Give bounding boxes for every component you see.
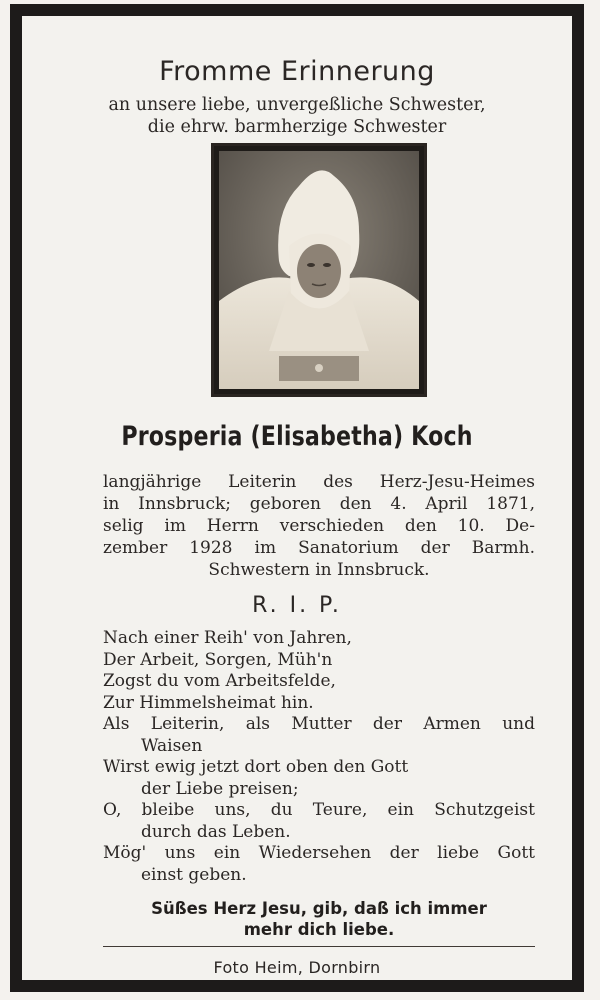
- card-title: Fromme Erinnerung: [159, 56, 435, 87]
- portrait-frame: [211, 143, 427, 397]
- biography-text: [103, 471, 535, 581]
- portrait-photo: [219, 151, 419, 389]
- deceased-name: Prosperia (Elisabetha) Koch: [121, 421, 473, 452]
- poem-line: Wirst ewig jetzt dort oben den Gott: [103, 757, 409, 777]
- poem-line: Waisen: [141, 735, 203, 756]
- bio-line: selig im Herrn verschieden den 10. De-: [103, 516, 535, 536]
- rip-heading: R. I. P.: [252, 593, 342, 618]
- card-paper: [22, 16, 572, 980]
- poem-line: der Liebe preisen;: [141, 778, 299, 799]
- poem-line: Mög' uns ein Wiedersehen der liebe Gott: [103, 843, 535, 863]
- nun-portrait-icon: [219, 151, 419, 389]
- card-subtitle: [22, 94, 572, 138]
- poem-line: Als Leiterin, als Mutter der Armen und: [103, 714, 535, 734]
- poem-line: durch das Leben.: [141, 821, 291, 842]
- bio-line: Schwestern in Innsbruck.: [208, 560, 430, 580]
- subtitle-line: die ehrw. barmherzige Schwester: [147, 117, 447, 137]
- prayer-line: mehr dich liebe.: [243, 920, 395, 939]
- poem-line: einst geben.: [141, 864, 247, 885]
- bio-line: zember 1928 im Sanatorium der Barmh.: [103, 538, 535, 558]
- poem-line: Nach einer Reih' von Jahren,: [103, 628, 352, 648]
- divider-line: [103, 946, 535, 947]
- poem-line: O, bleibe uns, du Teure, ein Schutzgeist: [103, 800, 535, 820]
- subtitle-line: an unsere liebe, unvergeßliche Schwester,: [108, 95, 486, 115]
- memorial-card: [10, 4, 584, 992]
- bio-line: in Innsbruck; geboren den 4. April 1871,: [103, 494, 535, 514]
- poem-line: Zur Himmelsheimat hin.: [103, 692, 314, 713]
- photo-credit: Foto Heim, Dornbirn: [213, 958, 381, 977]
- prayer-line: Süßes Herz Jesu, gib, daß ich immer: [151, 899, 487, 918]
- prayer-text: [103, 898, 535, 940]
- bio-line: langjährige Leiterin des Herz-Jesu-Heimes: [103, 472, 535, 492]
- poem-line: Der Arbeit, Sorgen, Müh'n: [103, 649, 333, 670]
- memorial-poem: [103, 628, 535, 886]
- poem-line: Zogst du vom Arbeitsfelde,: [103, 671, 336, 691]
